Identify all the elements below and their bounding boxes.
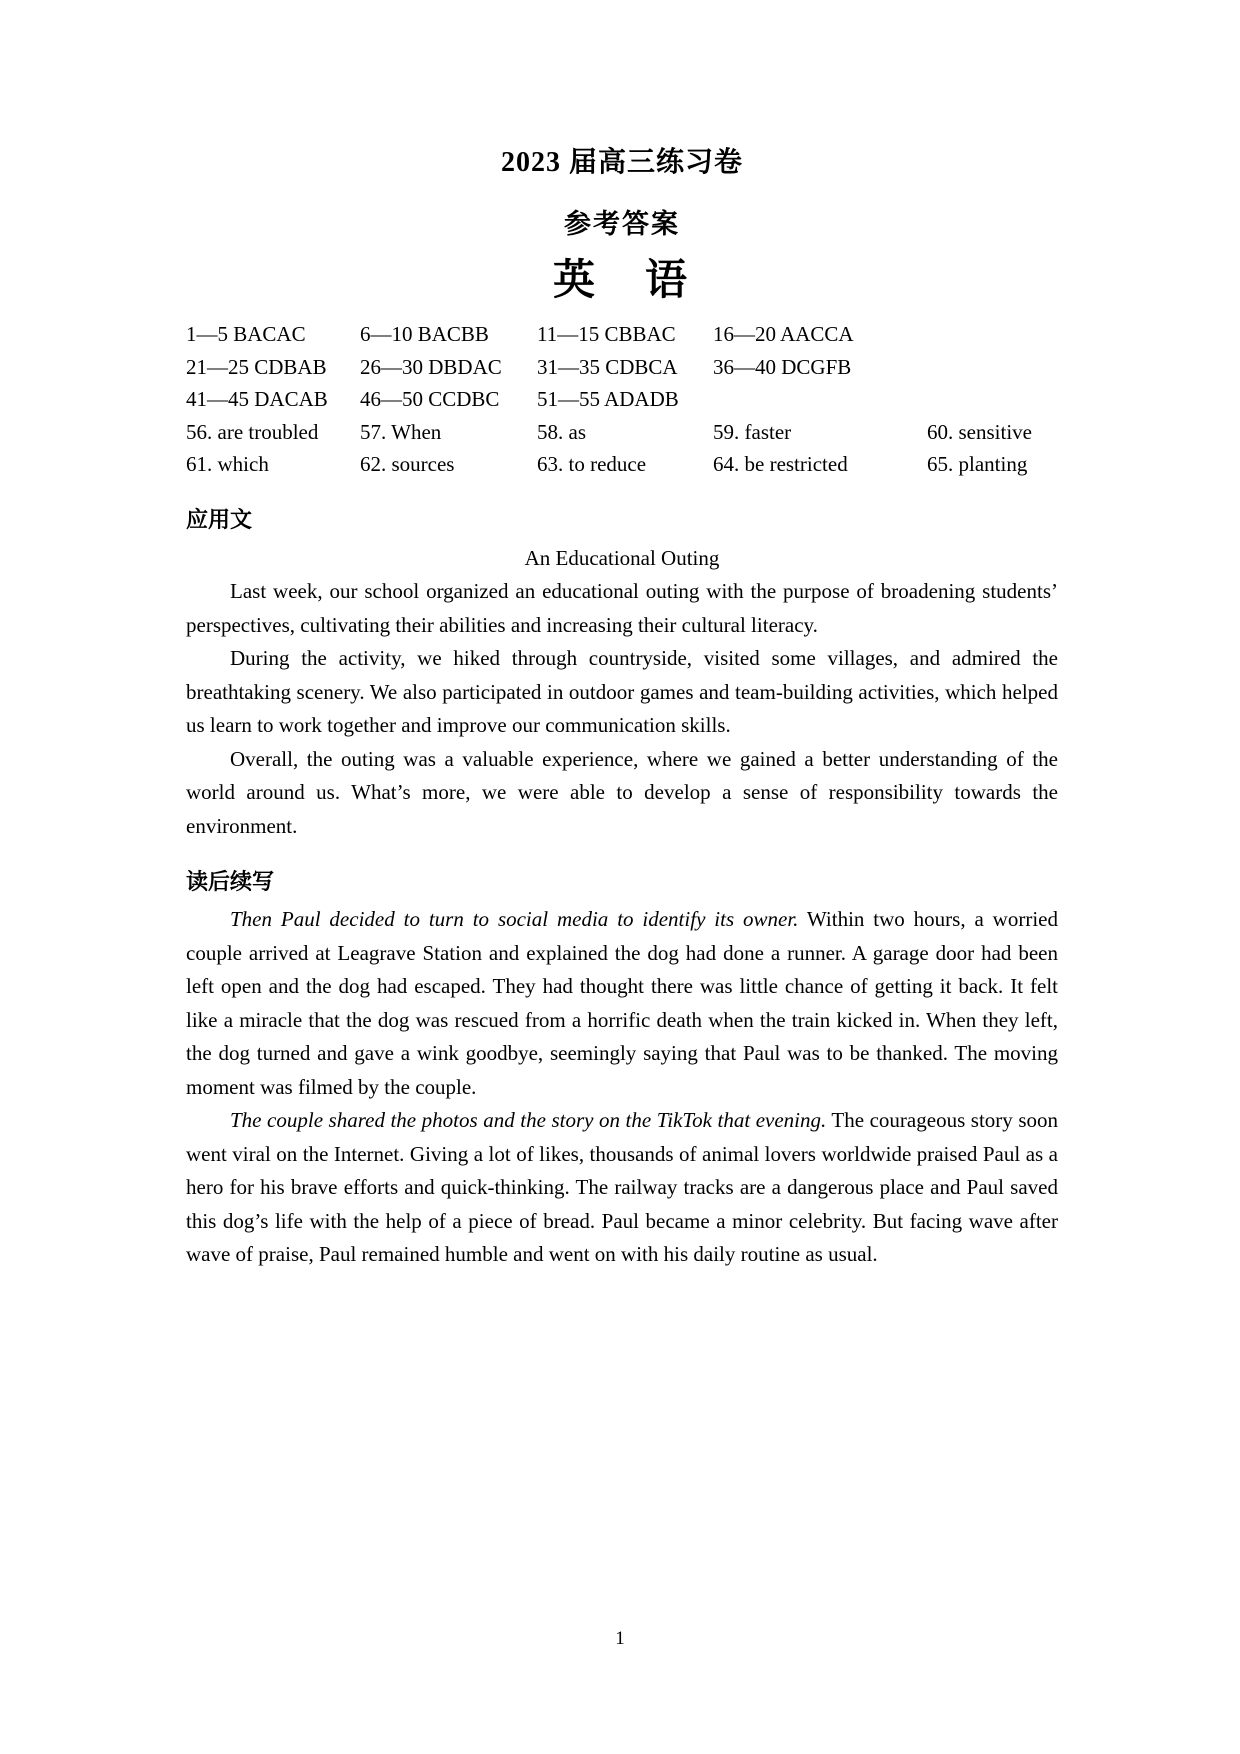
continuation-paragraph: [186, 903, 1058, 1104]
continuation-paragraph: [186, 1104, 1058, 1272]
answer-cell: 59. faster: [713, 419, 792, 444]
answer-cell: 62. sources: [360, 452, 455, 476]
answer-cell: 11—15 CBBAC: [537, 322, 676, 346]
page-content: [186, 0, 1058, 1272]
answer-cell: 31—35 CDBCA: [537, 354, 678, 379]
answer-cell: 61. which: [186, 452, 269, 476]
subject-title: 英 语: [552, 258, 691, 304]
answer-cell: 63. to reduce: [537, 452, 647, 476]
answer-cell: 41—45 DACAB: [186, 387, 328, 411]
answer-cell: 16—20 AACCA: [713, 322, 854, 346]
essay-title: An Educational Outing: [524, 545, 720, 570]
answer-row: [186, 448, 1058, 481]
page-title: 2023 届高三练习卷: [500, 147, 743, 178]
answer-cell: 65. planting: [927, 452, 1028, 476]
answer-cell: 6—10 BACBB: [360, 322, 489, 346]
answer-key: [186, 318, 1058, 481]
answer-cell: 26—30 DBDAC: [360, 354, 502, 379]
continuation-writing-section: [186, 869, 1058, 1272]
answer-row: [186, 351, 1058, 384]
paragraph-lead-sentence: Then Paul decided to turn to social media to identify its owner.: [230, 907, 799, 931]
paragraph-body: Within two hours, a worried couple arrived at Leagrave Station and explained the dog had done a runner. A garage door had been left open and the dog had escaped. They had thought there was little chance of getting it back. It felt like a miracle that the dog was rescued from a horrific death when the train kicked in. When they left, the dog turned and gave a wink goodbye, seemingly saying that Paul was to be thanked. The moving moment was filmed by the couple.: [186, 907, 1058, 1099]
answer-cell: 56. are troubled: [186, 419, 319, 444]
paragraph-lead-sentence: The couple shared the photos and the story on the TikTok that evening.: [230, 1108, 827, 1132]
answer-cell: 64. be restricted: [713, 452, 848, 476]
answer-cell: 21—25 CDBAB: [186, 354, 327, 379]
answer-cell: 51—55 ADADB: [537, 387, 679, 411]
answer-row: [186, 383, 1058, 416]
answer-cell: 46—50 CCDBC: [360, 387, 500, 411]
answer-cell: 1—5 BACAC: [186, 322, 306, 346]
continuation-writing-heading: 读后续写: [186, 870, 275, 895]
answer-cell: 60. sensitive: [927, 419, 1032, 444]
applied-writing-section: [186, 507, 1058, 844]
applied-writing-heading: 应用文: [186, 507, 253, 533]
answer-cell: 57. When: [360, 419, 442, 444]
essay-paragraph: During the activity, we hiked through countryside, visited some villages, and admired the breathtaking scenery. We also participated in outdoor games and team-building activities, which helped us learn to work together and improve our communication skills.: [186, 646, 1058, 737]
answer-row: [186, 416, 1058, 449]
reference-answers-heading: 参考答案: [564, 209, 680, 239]
answer-cell: 36—40 DCGFB: [713, 354, 852, 379]
paragraph-body: The courageous story soon went viral on the Internet. Giving a lot of likes, thousands of animal lovers worldwide praised Paul as a hero for his brave efforts and quick-thinking. The railway tracks are a dangerous place and Paul saved this dog’s life with the help of a piece of bread. Paul became a minor celebrity. But facing wave after wave of praise, Paul remained humble and went on with his daily routine as usual.: [186, 1108, 1058, 1266]
essay-paragraph: Last week, our school organized an educational outing with the purpose of broadening students’ perspectives, cultivating their abilities and increasing their cultural literacy.: [186, 579, 1058, 637]
answer-cell: 58. as: [537, 419, 586, 444]
answer-row: [186, 318, 1058, 351]
page-number: 1: [615, 1628, 625, 1649]
essay-paragraph: Overall, the outing was a valuable experience, where we gained a better understanding of the world around us. What’s more, we were able to develop a sense of responsibility towards the environment.: [186, 746, 1058, 838]
